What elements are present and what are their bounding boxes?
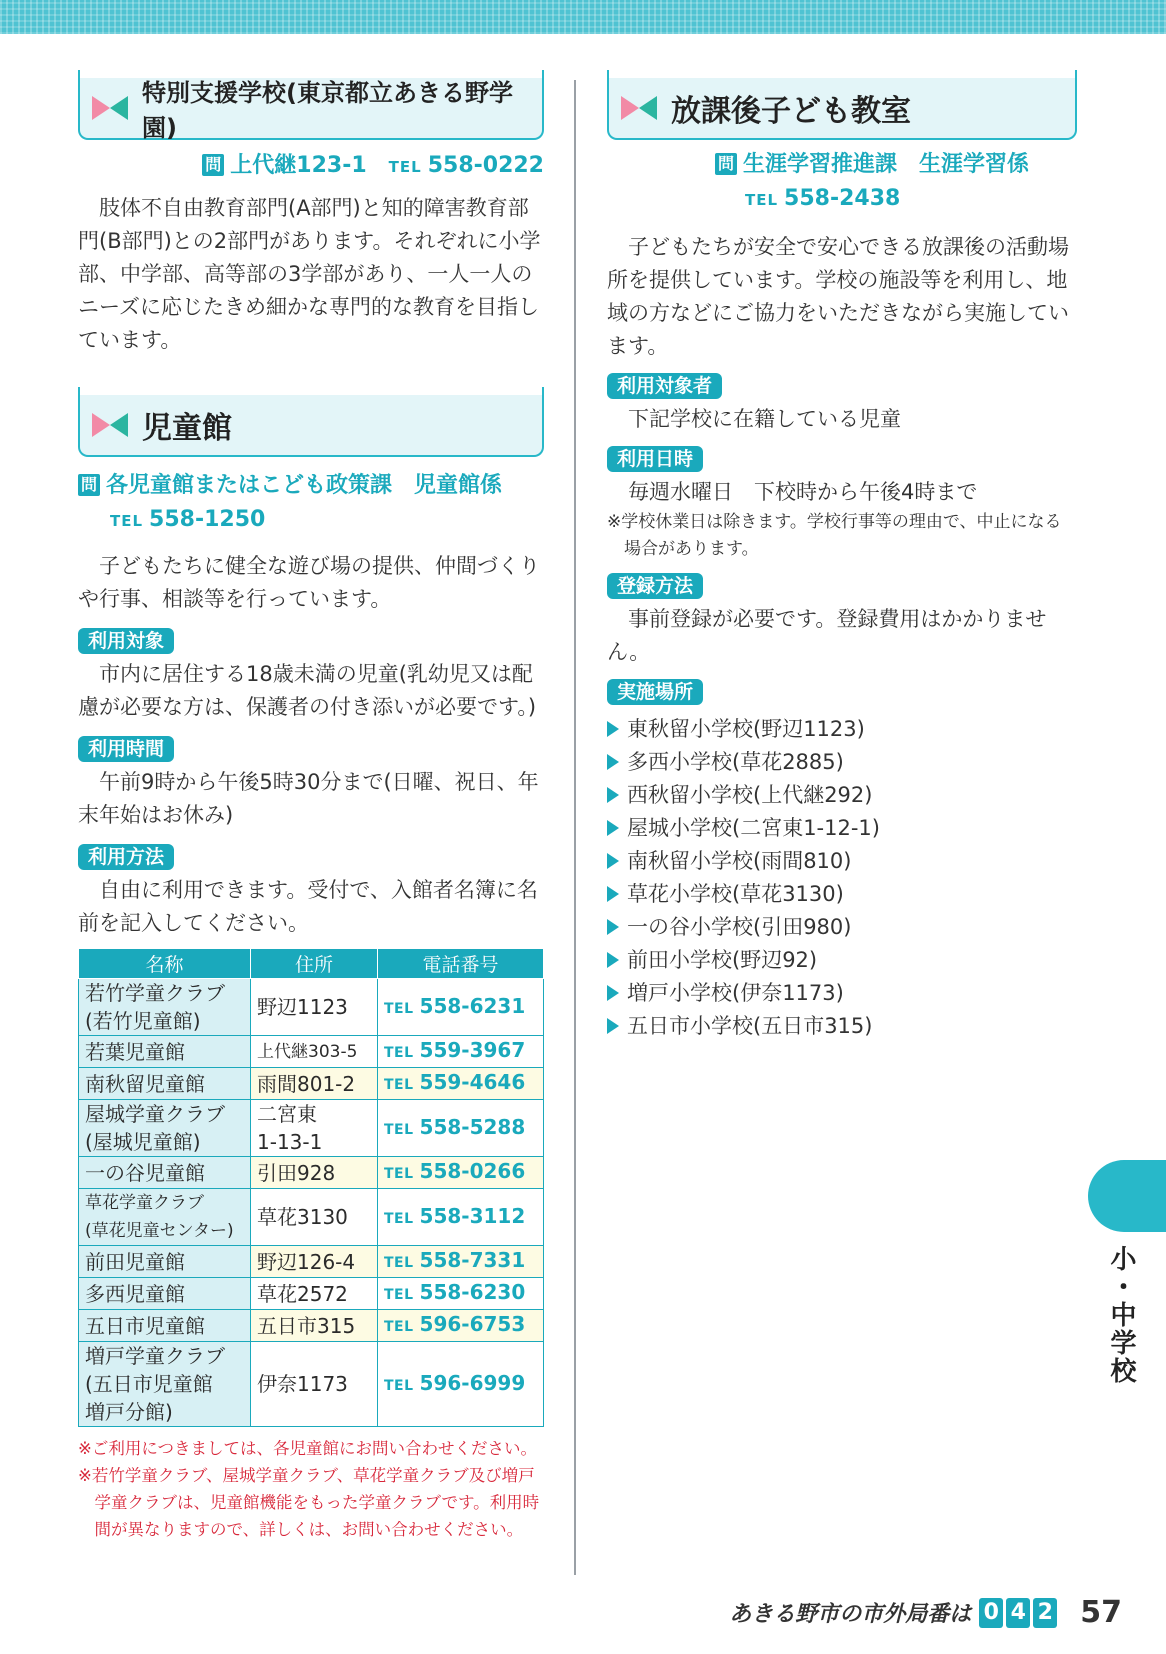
houkago-tel: 558-2438 xyxy=(784,186,901,211)
facility-address: 引田928 xyxy=(251,1157,378,1189)
jidokan-contact-dept: 各児童館またはこども政策課 児童館係 xyxy=(106,473,503,498)
special-school-tel: 558-0222 xyxy=(427,153,544,178)
list-item: 草花小学校(草花3130) xyxy=(607,878,1077,911)
label-venue: 実施場所 xyxy=(607,679,703,705)
area-code-digit: 4 xyxy=(1006,1598,1030,1628)
tel-number: 596-6753 xyxy=(419,1312,526,1336)
table-row xyxy=(79,979,544,1036)
bowtie-icon xyxy=(92,96,128,120)
area-code-digit: 0 xyxy=(979,1598,1003,1628)
facility-name: 屋城学童クラブ (屋城児童館) xyxy=(79,1100,251,1157)
houkago-date-note: ※学校休業日は除きます。学校行事等の理由で、中止になる場合があります。 xyxy=(607,512,1062,559)
label-usage-date: 利用日時 xyxy=(607,446,703,472)
facility-address: 野辺1123 xyxy=(251,979,378,1036)
jidokan-header xyxy=(78,395,544,457)
list-item: 前田小学校(野辺92) xyxy=(607,944,1077,977)
chapter-tab-label: 小・中学校 xyxy=(1106,1245,1136,1385)
label-usage-time: 利用時間 xyxy=(78,736,174,762)
tel-number: 558-6230 xyxy=(419,1280,526,1304)
bowtie-icon xyxy=(621,96,657,120)
facility-address: 五日市315 xyxy=(251,1310,378,1342)
facility-address: 二宮東 1-13-1 xyxy=(251,1100,378,1157)
table-row xyxy=(79,1278,544,1310)
inquiry-badge: 問 xyxy=(715,153,737,175)
list-item: 西秋留小学校(上代継292) xyxy=(607,779,1077,812)
facility-name: 南秋留児童館 xyxy=(79,1068,251,1100)
facility-address: 野辺126-4 xyxy=(251,1246,378,1278)
tel-number: 596-6999 xyxy=(419,1370,526,1395)
tel-prefix: TEL xyxy=(384,1045,414,1061)
special-school-description: 肢体不自由教育部門(A部門)と知的障害教育部門(B部門)との2部門があります。それぞれに小学部、中学部、高等部の3学部があり、一人一人のニーズに応じたきめ細かな専門的な教育を目指しています。 xyxy=(78,196,541,352)
label-target-person: 利用対象者 xyxy=(607,373,722,399)
inquiry-badge: 問 xyxy=(202,154,224,176)
facility-phone xyxy=(378,1310,544,1342)
houkago-date: 毎週水曜日 下校時から午後4時まで xyxy=(628,480,978,504)
special-school-title: 特別支援学校(東京都立あきる野学園) xyxy=(142,79,513,142)
tel-prefix: TEL xyxy=(384,1121,414,1138)
table-row xyxy=(79,1189,544,1246)
tel-prefix: TEL xyxy=(384,1255,414,1271)
tel-prefix: TEL xyxy=(384,1166,414,1182)
triangle-bullet-icon xyxy=(607,952,619,968)
footer xyxy=(729,1595,1122,1630)
table-header-name: 名称 xyxy=(79,949,251,979)
list-item: 南秋留小学校(雨間810) xyxy=(607,845,1077,878)
jidokan-target: 市内に居住する18歳未満の児童(乳幼児又は配慮が必要な方は、保護者の付き添いが必要です。) xyxy=(78,662,537,719)
list-item: 屋城小学校(二宮東1-12-1) xyxy=(607,812,1077,845)
left-column xyxy=(78,78,544,1543)
houkago-target: 下記学校に在籍している児童 xyxy=(628,407,901,431)
footer-area-code-text: あきる野市の市外局番は xyxy=(729,1602,972,1627)
triangle-bullet-icon xyxy=(607,1018,619,1034)
facility-phone xyxy=(378,1068,544,1100)
facility-phone xyxy=(378,1036,544,1068)
jidokan-table xyxy=(78,948,544,1427)
tel-prefix: TEL xyxy=(384,1000,414,1017)
bowtie-icon xyxy=(92,413,128,437)
houkago-registration: 事前登録が必要です。登録費用はかかりません。 xyxy=(607,607,1047,664)
special-school-header xyxy=(78,78,544,140)
special-school-address: 上代継123-1 xyxy=(230,153,367,178)
triangle-bullet-icon xyxy=(607,919,619,935)
facility-phone xyxy=(378,1157,544,1189)
tel-number: 558-7331 xyxy=(419,1248,526,1272)
facility-name: 増戸学童クラブ (五日市児童館 増戸分館) xyxy=(79,1342,251,1427)
tel-prefix: TEL xyxy=(384,1377,414,1394)
page-number: 57 xyxy=(1080,1595,1122,1630)
jidokan-tel: 558-1250 xyxy=(149,507,266,532)
facility-name: 若竹学童クラブ (若竹児童館) xyxy=(79,979,251,1036)
tel-number: 559-4646 xyxy=(419,1070,526,1094)
column-divider xyxy=(574,80,576,1575)
list-item: 一の谷小学校(引田980) xyxy=(607,911,1077,944)
table-row xyxy=(79,1157,544,1189)
right-column xyxy=(607,78,1077,1043)
top-decorative-band xyxy=(0,0,1166,34)
facility-phone xyxy=(378,1100,544,1157)
table-header-phone: 電話番号 xyxy=(378,949,544,979)
triangle-bullet-icon xyxy=(607,985,619,1001)
label-registration: 登録方法 xyxy=(607,573,703,599)
jidokan-method: 自由に利用できます。受付で、入館者名簿に名前を記入してください。 xyxy=(78,878,538,935)
houkago-contact-dept: 生涯学習推進課 生涯学習係 xyxy=(743,152,1030,177)
facility-address: 雨間801-2 xyxy=(251,1068,378,1100)
table-row xyxy=(79,1068,544,1100)
jidokan-title: 児童館 xyxy=(142,411,232,446)
facility-name: 前田児童館 xyxy=(79,1246,251,1278)
tel-number: 558-5288 xyxy=(419,1114,526,1139)
facility-name: 多西児童館 xyxy=(79,1278,251,1310)
tel-number: 559-3967 xyxy=(419,1038,526,1062)
houkago-intro: 子どもたちが安全で安心できる放課後の活動場所を提供しています。学校の施設等を利用し、地域の方などにご協力をいただきながら実施しています。 xyxy=(607,235,1069,358)
facility-address: 草花3130 xyxy=(251,1189,378,1246)
facility-phone xyxy=(378,979,544,1036)
table-row xyxy=(79,1342,544,1427)
tel-prefix: TEL xyxy=(384,1210,414,1227)
facility-name: 五日市児童館 xyxy=(79,1310,251,1342)
table-note-1: ※ご利用につきましては、各児童館にお問い合わせください。 xyxy=(78,1439,537,1458)
facility-name: 若葉児童館 xyxy=(79,1036,251,1068)
special-school-contact: 問 上代継123-1 TEL 558-0222 xyxy=(78,148,544,184)
tel-prefix: TEL xyxy=(384,1319,414,1335)
tel-number: 558-3112 xyxy=(419,1203,526,1228)
triangle-bullet-icon xyxy=(607,886,619,902)
tel-prefix: TEL xyxy=(384,1077,414,1093)
facility-address: 伊奈1173 xyxy=(251,1342,378,1427)
chapter-tab xyxy=(1088,1160,1166,1232)
label-usage-target: 利用対象 xyxy=(78,628,174,654)
facility-name: 草花学童クラブ (草花児童センター) xyxy=(79,1189,251,1246)
area-code-digit: 2 xyxy=(1033,1598,1057,1628)
facility-phone xyxy=(378,1278,544,1310)
table-header-address: 住所 xyxy=(251,949,378,979)
triangle-bullet-icon xyxy=(607,721,619,737)
triangle-bullet-icon xyxy=(607,787,619,803)
facility-address: 上代継303-5 xyxy=(251,1036,378,1068)
jidokan-time: 午前9時から午後5時30分まで(日曜、祝日、年末年始はお休み) xyxy=(78,770,539,827)
school-list xyxy=(607,713,1077,1043)
facility-name: 一の谷児童館 xyxy=(79,1157,251,1189)
table-row xyxy=(79,1310,544,1342)
houkago-title: 放課後子ども教室 xyxy=(671,94,911,129)
inquiry-badge: 問 xyxy=(78,474,100,496)
jidokan-intro: 子どもたちに健全な遊び場の提供、仲間づくりや行事、相談等を行っています。 xyxy=(78,554,540,611)
table-row xyxy=(79,1246,544,1278)
label-usage-method: 利用方法 xyxy=(78,844,174,870)
list-item: 東秋留小学校(野辺1123) xyxy=(607,713,1077,746)
tel-number: 558-6231 xyxy=(419,993,526,1018)
jidokan-contact: 問 各児童館またはこども政策課 児童館係 TEL 558-1250 xyxy=(78,469,544,538)
triangle-bullet-icon xyxy=(607,754,619,770)
table-note-2: ※若竹学童クラブ、屋城学童クラブ、草花学童クラブ及び増戸学童クラブは、児童館機能をもった学童クラブです。利用時間が異なりますので、詳しくは、お問い合わせください。 xyxy=(78,1466,540,1539)
facility-phone xyxy=(378,1342,544,1427)
tel-prefix: TEL xyxy=(384,1287,414,1303)
table-row xyxy=(79,1036,544,1068)
list-item: 五日市小学校(五日市315) xyxy=(607,1010,1077,1043)
facility-address: 草花2572 xyxy=(251,1278,378,1310)
houkago-header xyxy=(607,78,1077,140)
facility-phone xyxy=(378,1246,544,1278)
list-item: 多西小学校(草花2885) xyxy=(607,746,1077,779)
houkago-contact: 問 生涯学習推進課 生涯学習係 TEL 558-2438 xyxy=(607,148,1077,217)
triangle-bullet-icon xyxy=(607,853,619,869)
triangle-bullet-icon xyxy=(607,820,619,836)
tel-number: 558-0266 xyxy=(419,1159,526,1183)
facility-phone xyxy=(378,1189,544,1246)
list-item: 増戸小学校(伊奈1173) xyxy=(607,977,1077,1010)
table-row xyxy=(79,1100,544,1157)
